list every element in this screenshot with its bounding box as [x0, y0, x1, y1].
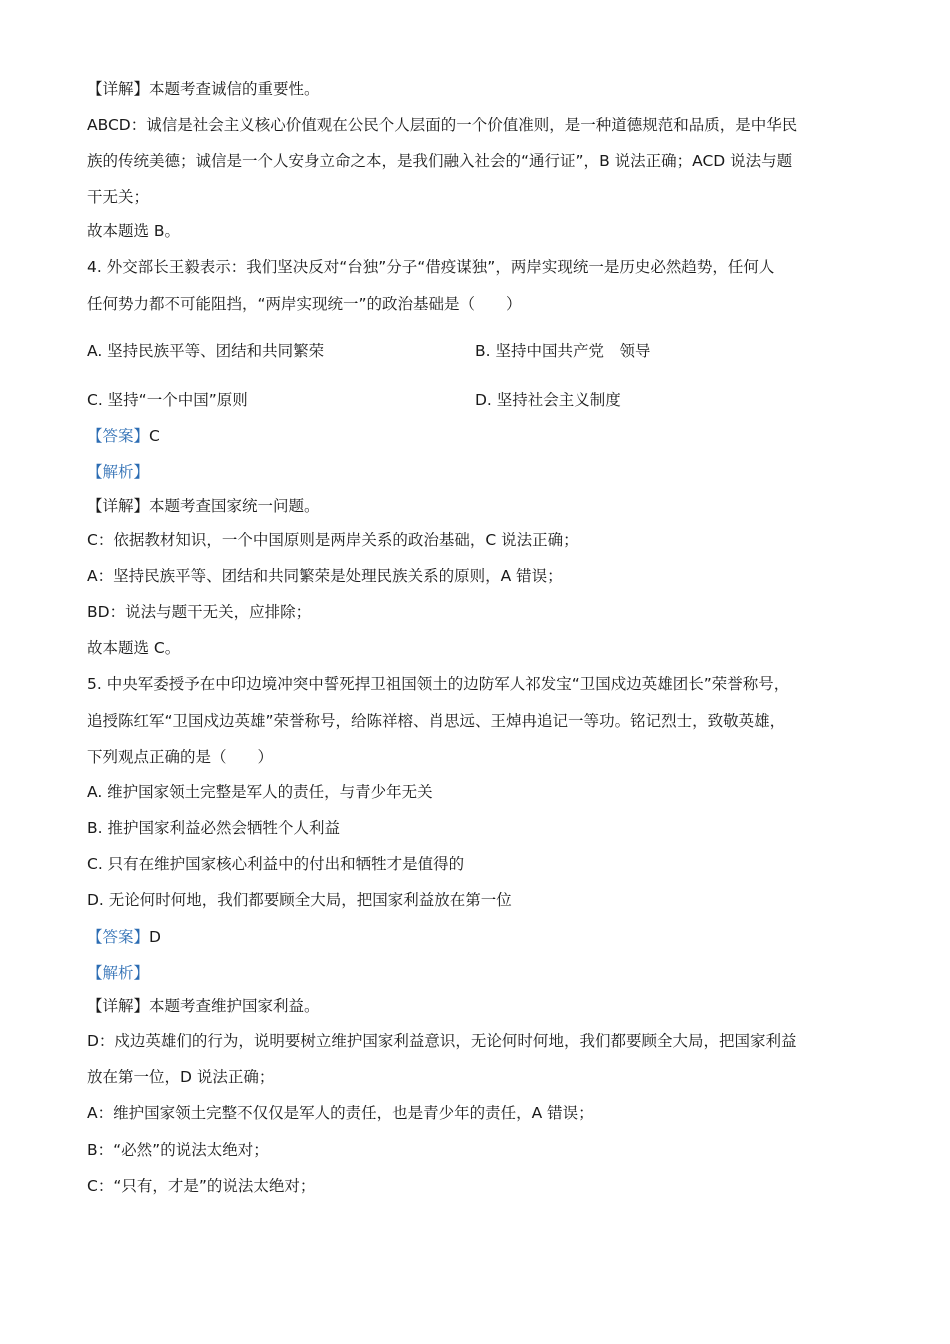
question-5-stem: 下列观点正确的是（ ）: [87, 748, 274, 766]
question-4-option-c: C. 坚持“一个中国”原则: [87, 391, 248, 409]
question-5-stem: 追授陈红军“卫国戍边英雄”荣誉称号，给陈祥榕、肖思远、王焯冉追记一等功。铭记烈士，致敬英雄，: [87, 712, 786, 730]
analysis-line: A：坚持民族平等、团结和共同繁荣是处理民族关系的原则，A 错误；: [87, 567, 563, 585]
conclusion-text: 故本题选 B。: [87, 222, 181, 240]
question-4-option-a: A. 坚持民族平等、团结和共同繁荣: [87, 342, 325, 360]
answer-label: 【答案】: [87, 427, 150, 445]
analysis-line: 放在第一位，D 说法正确；: [87, 1068, 275, 1086]
question-5-stem: 5. 中央军委授予在中印边境冲突中誓死捍卫祖国领土的边防军人祁发宝“卫国戍边英雄团长”荣誉称号，: [87, 675, 790, 693]
question-4-analysis-label: 【解析】: [87, 463, 150, 481]
analysis-line: 干无关；: [87, 188, 150, 206]
analysis-line: D：戍边英雄们的行为，说明要树立维护国家利益意识，无论何时何地，我们都要顾全大局，把国家利益: [87, 1032, 797, 1050]
question-4-option-b: B. 坚持中国共产党 领导: [475, 342, 651, 360]
question-5-option-a: A. 维护国家领土完整是军人的责任，与青少年无关: [87, 783, 433, 801]
analysis-line: ABCD：诚信是社会主义核心价值观在公民个人层面的一个价值准则，是一种道德规范和品质，是中华民: [87, 116, 798, 134]
question-5-answer: [87, 927, 161, 947]
analysis-line: A：维护国家领土完整不仅仅是军人的责任，也是青少年的责任，A 错误；: [87, 1104, 594, 1122]
analysis-line: B：“必然”的说法太绝对；: [87, 1141, 269, 1159]
question-5-option-d: D. 无论何时何地，我们都要顾全大局，把国家利益放在第一位: [87, 891, 512, 909]
question-4-option-d: D. 坚持社会主义制度: [475, 391, 621, 409]
question-5-option-b: B. 推护国家利益必然会牺牲个人利益: [87, 819, 340, 837]
question-4-conclusion: 故本题选 C。: [87, 639, 181, 657]
question-5-option-c: C. 只有在维护国家核心利益中的付出和牺牲才是值得的: [87, 855, 465, 873]
answer-value: D: [149, 928, 161, 946]
question-4-stem: 4. 外交部长王毅表示：我们坚决反对“台独”分子“借疫谋独”，两岸实现统一是历史必然趋势，任何人: [87, 258, 775, 276]
analysis-line: C：“只有，才是”的说法太绝对；: [87, 1177, 316, 1195]
question-5-analysis-label: 【解析】: [87, 964, 150, 982]
analysis-line: C：依据教材知识，一个中国原则是两岸关系的政治基础，C 说法正确；: [87, 531, 579, 549]
answer-label: 【答案】: [87, 928, 150, 946]
question-4-answer: [87, 426, 160, 446]
analysis-line: 族的传统美德；诚信是一个人安身立命之本，是我们融入社会的“通行证”，B 说法正确；ACD 说法与题: [87, 152, 793, 170]
detail-text: 【详解】本题考查诚信的重要性。: [87, 80, 320, 98]
question-4-stem: 任何势力都不可能阻挡，“两岸实现统一”的政治基础是（ ）: [87, 295, 522, 313]
question-5-detail: 【详解】本题考查维护国家利益。: [87, 997, 320, 1015]
analysis-line: BD：说法与题干无关，应排除；: [87, 603, 312, 621]
question-4-detail: 【详解】本题考查国家统一问题。: [87, 497, 320, 515]
answer-value: C: [149, 427, 160, 445]
